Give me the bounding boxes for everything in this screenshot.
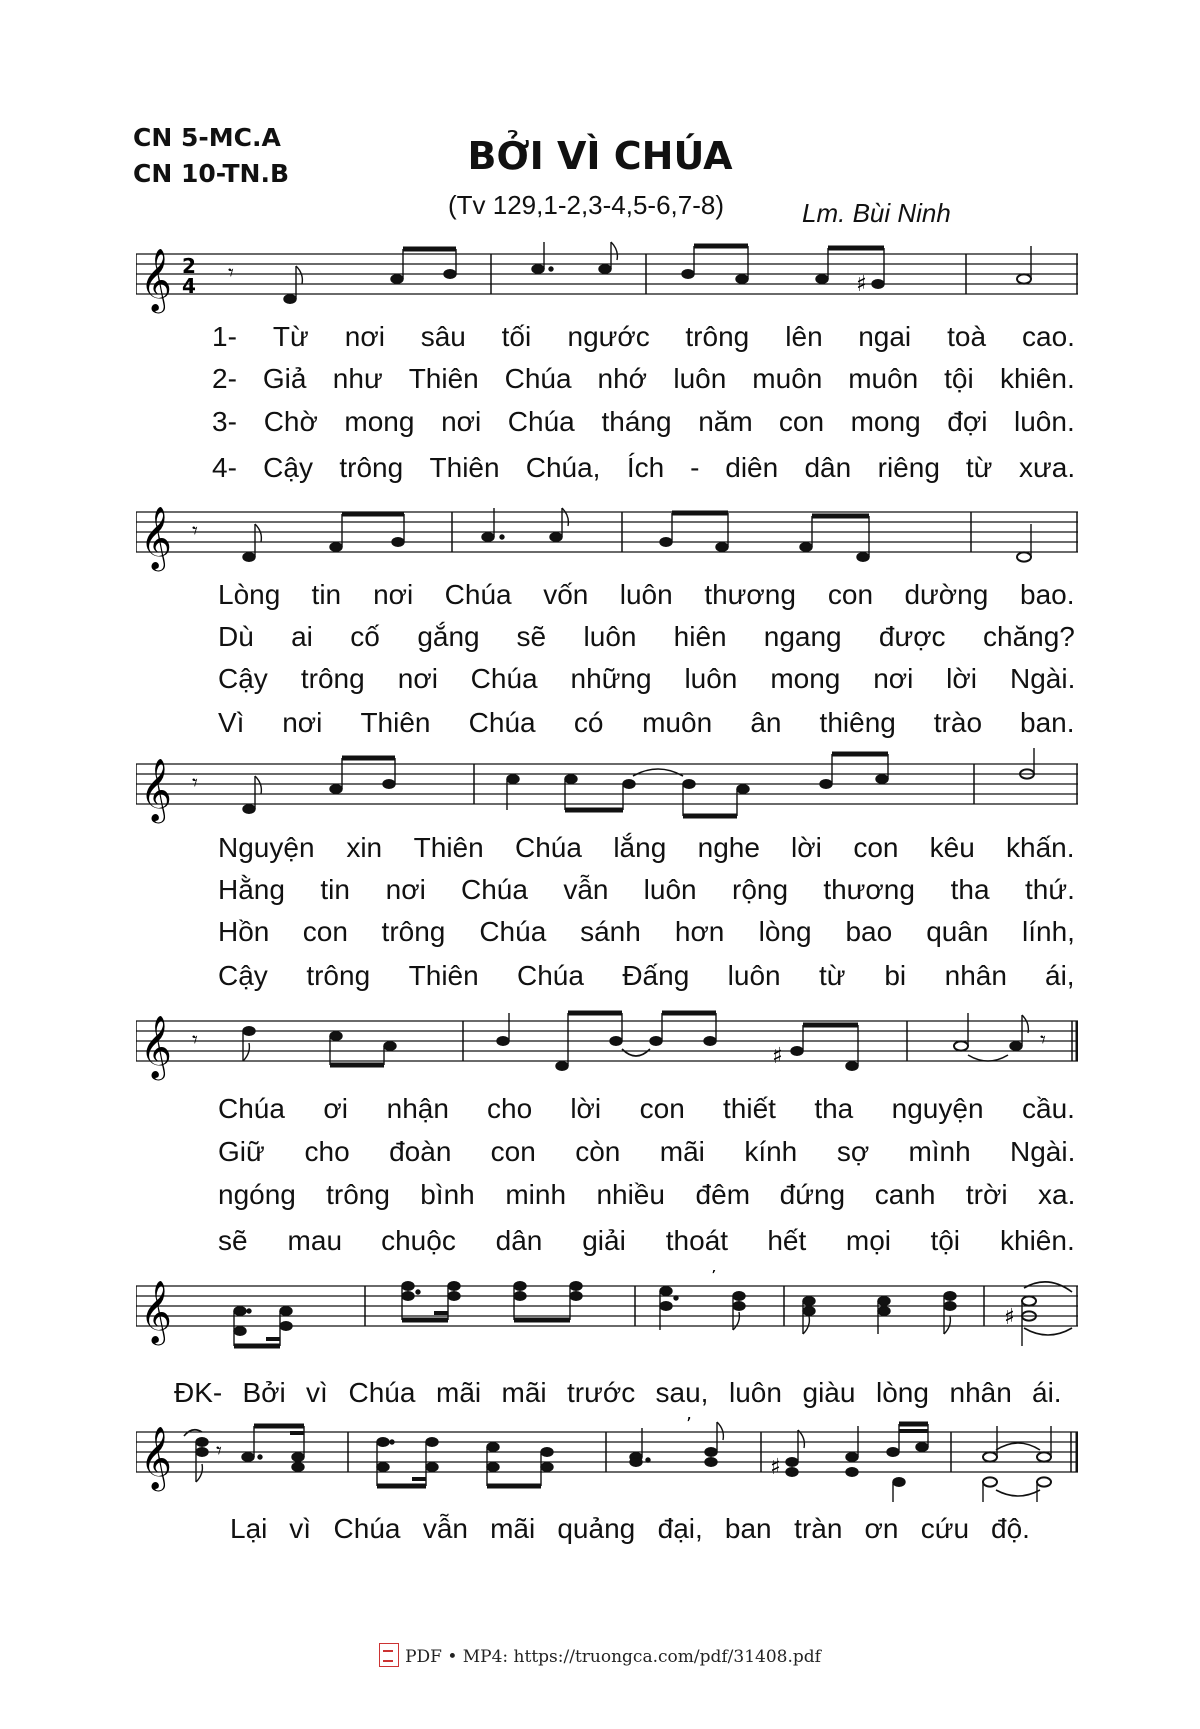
lyric-word: 3- — [212, 406, 237, 437]
lyric-word: Chúa — [461, 874, 528, 905]
lyric-word: quảng — [557, 1513, 636, 1544]
lyric-word: Chúa — [444, 579, 512, 610]
eighth-rest-icon: 𝄾 — [228, 261, 234, 286]
lyric-word: mãi — [501, 1377, 547, 1408]
lyric-word: lính, — [1022, 916, 1075, 947]
lyric-word: Thiên — [408, 363, 479, 394]
lyric-word: thương — [823, 874, 915, 905]
lyric-word: trông — [306, 960, 371, 991]
lyric-word: thiêng — [819, 707, 896, 738]
lyric-word: trông — [339, 452, 404, 483]
lyric-word: Ngài. — [1010, 663, 1076, 694]
lyric-word: Hằng — [218, 874, 285, 905]
lyric-word: tháng — [601, 406, 672, 437]
lyric-word: luôn — [684, 663, 738, 694]
lyric-word: hết — [767, 1225, 807, 1256]
lyric-word: cố — [350, 621, 380, 652]
breath-mark-icon: ’ — [711, 1270, 717, 1287]
lyric-word: lên — [785, 321, 823, 352]
lyric-word: thứ. — [1025, 874, 1075, 905]
breath-mark-icon: ’ — [686, 1416, 692, 1435]
lyric-word: tin — [311, 579, 342, 610]
lyric-word: Chúa, — [525, 452, 601, 483]
lyric-word: Thiên — [408, 960, 479, 991]
lyric-word: Cậy — [263, 452, 313, 483]
lyric-word: bi — [884, 960, 907, 991]
lyric-word: mong — [770, 663, 841, 694]
lyric-word: riêng — [877, 452, 940, 483]
verse-line — [0, 916, 1200, 950]
lyric-word: hiên — [673, 621, 727, 652]
lyric-word: ngước — [567, 321, 650, 352]
lyric-word: nghe — [697, 832, 760, 863]
lyric-word: bình — [420, 1179, 475, 1210]
eighth-rest-icon: 𝄾 — [1040, 1028, 1046, 1053]
verse-line — [0, 321, 1200, 355]
verse-line — [0, 1225, 1200, 1259]
lyric-word: nơi — [873, 663, 914, 694]
lyric-word: trông — [381, 916, 446, 947]
lyric-word: vì — [289, 1513, 312, 1544]
lyric-word: nhớ — [597, 363, 648, 394]
lyric-word: từ — [819, 960, 846, 991]
lyric-word: nơi — [397, 663, 438, 694]
lyric-word: giải — [582, 1225, 626, 1256]
lyric-word: còn — [575, 1136, 621, 1167]
lyric-word: ai — [291, 621, 313, 652]
treble-clef-icon: 𝄞 — [140, 758, 172, 821]
lyric-word: Lòng — [218, 579, 281, 610]
lyric-word: tối — [501, 321, 532, 352]
treble-clef-icon: 𝄞 — [140, 248, 172, 311]
lyric-word: luôn — [727, 960, 781, 991]
lyric-word: lắng — [613, 832, 667, 863]
lyric-word: rộng — [732, 874, 789, 905]
eighth-rest-icon: 𝄾 — [192, 519, 198, 544]
staff-system-6-refrain — [136, 1416, 1078, 1506]
verse-line — [0, 579, 1200, 613]
lyric-word: Giữ — [218, 1136, 265, 1167]
lyric-word: Cậy — [218, 960, 268, 991]
lyric-word: khiên. — [1000, 1225, 1075, 1256]
staff-system-3 — [136, 748, 1078, 828]
lyric-word: Chúa — [348, 1377, 416, 1408]
lyric-word: ban — [724, 1513, 772, 1544]
lyric-word: vẫn — [422, 1513, 468, 1544]
refrain-line-2 — [0, 1513, 1200, 1547]
lyric-word: Chúa — [507, 406, 575, 437]
lyric-word: muôn — [848, 363, 919, 394]
lyric-word: lời — [791, 832, 822, 863]
lyric-word: nơi — [344, 321, 385, 352]
lyric-word: ái, — [1045, 960, 1075, 991]
lyric-word: kính — [744, 1136, 798, 1167]
lyric-word: quân — [926, 916, 989, 947]
lyric-word: dân — [804, 452, 852, 483]
verse-block-2 — [0, 579, 1200, 749]
lyric-word: mọi — [845, 1225, 891, 1256]
lyric-word: tội — [930, 1225, 961, 1256]
lyric-word: nhân — [944, 960, 1007, 991]
lyric-word: ơi — [323, 1093, 348, 1124]
lyric-word: mình — [908, 1136, 971, 1167]
lyric-word: xưa. — [1019, 452, 1076, 483]
lyric-word: 2- — [212, 363, 237, 394]
lyric-word: trời — [965, 1179, 1008, 1210]
lyric-word: nguyện — [891, 1093, 984, 1124]
time-signature-top: 2 — [182, 254, 196, 278]
lyric-word: cao. — [1022, 321, 1075, 352]
staff-system-2 — [136, 496, 1078, 576]
lyric-word: lời — [946, 663, 977, 694]
lyric-word: từ — [965, 452, 993, 483]
lyric-word: luôn — [619, 579, 673, 610]
treble-clef-icon: 𝄞 — [140, 506, 172, 569]
lyric-word: - — [690, 452, 700, 483]
lyric-word: khấn. — [1006, 832, 1075, 863]
lyric-word: Thiên — [413, 832, 484, 863]
lyric-word: sâu — [420, 321, 466, 352]
lyric-word: nơi — [282, 707, 323, 738]
lyric-word: sánh — [580, 916, 641, 947]
lyric-word: đứng — [779, 1179, 846, 1210]
lyric-word: giàu — [802, 1377, 856, 1408]
verse-line — [0, 707, 1200, 741]
lyric-word: cho — [304, 1136, 350, 1167]
lyric-word: con — [778, 406, 825, 437]
lyric-word: kêu — [929, 832, 975, 863]
lyric-word: ái. — [1032, 1377, 1062, 1408]
lyric-word: Chúa — [470, 663, 538, 694]
lyric-word: cứu — [920, 1513, 970, 1544]
lyric-word: như — [332, 363, 383, 394]
lyric-word: thiết — [723, 1093, 776, 1124]
staff-lines — [136, 254, 1078, 294]
lyric-word: Thiên — [360, 707, 431, 738]
sharp-icon: ♯ — [772, 1044, 783, 1069]
lyric-word: sợ — [836, 1136, 870, 1167]
lyric-word: trông — [685, 321, 750, 352]
lyric-word: xa. — [1038, 1179, 1076, 1210]
eighth-rest-icon: 𝄾 — [192, 1028, 198, 1053]
lyric-word: được — [878, 621, 946, 652]
lyric-word: mong — [850, 406, 921, 437]
verse-line — [0, 960, 1200, 994]
lyric-word: mong — [344, 406, 415, 437]
lyric-word: dường — [904, 579, 989, 610]
lyric-word: Chúa — [479, 916, 547, 947]
treble-clef-icon: 𝄞 — [140, 1015, 172, 1078]
lyric-word: chăng? — [983, 621, 1075, 652]
lyric-word: đợi — [947, 406, 988, 437]
lyric-word: nhiều — [596, 1179, 665, 1210]
verse-line — [0, 874, 1200, 908]
eighth-rest-icon: 𝄾 — [216, 1439, 222, 1464]
lyric-word: Thiên — [429, 452, 500, 483]
lyric-word: trước — [567, 1377, 636, 1408]
lyric-word: 4- — [212, 452, 237, 483]
verse-block-3 — [0, 832, 1200, 1002]
treble-clef-icon: 𝄞 — [140, 1426, 172, 1489]
lyric-word: muôn — [642, 707, 713, 738]
lyric-word: muôn — [752, 363, 823, 394]
verse-line — [0, 1136, 1200, 1170]
lyric-word: con — [490, 1136, 536, 1167]
verse-line — [0, 663, 1200, 697]
lyric-word: vì — [306, 1377, 328, 1408]
verse-line — [0, 832, 1200, 866]
lyric-word: hơn — [674, 916, 725, 947]
lyric-word: trào — [933, 707, 983, 738]
lyric-word: Cậy — [218, 663, 268, 694]
lyric-word: ĐK- — [174, 1377, 223, 1408]
lyric-word: Đấng — [622, 960, 690, 991]
refrain-line-1 — [0, 1377, 1200, 1411]
lyric-word: sau, — [655, 1377, 709, 1408]
lyric-word: luôn. — [1014, 406, 1075, 437]
lyric-word: diên — [725, 452, 779, 483]
lyric-word: con — [302, 916, 348, 947]
lyric-word: đại, — [657, 1513, 703, 1544]
verse-line — [0, 1179, 1200, 1213]
lyric-word: chuộc — [381, 1225, 456, 1256]
lyric-word: Chúa — [517, 960, 584, 991]
lyric-word: mau — [287, 1225, 343, 1256]
lyric-word: Chờ — [263, 406, 318, 437]
lyric-word: canh — [874, 1179, 936, 1210]
lyric-word: lòng — [876, 1377, 929, 1408]
lyric-word: đoàn — [389, 1136, 452, 1167]
time-signature-bottom: 4 — [182, 274, 196, 298]
pdf-icon — [379, 1643, 399, 1667]
lyric-word: luôn — [643, 874, 697, 905]
lyric-word: Lại — [230, 1513, 268, 1544]
lyric-word: nơi — [373, 579, 414, 610]
lyric-word: ơn — [864, 1513, 899, 1544]
lyric-word: Hồn — [218, 916, 270, 947]
verse-block-4 — [0, 1093, 1200, 1263]
lyric-word: nơi — [441, 406, 482, 437]
lyric-word: ngai — [858, 321, 912, 352]
lyric-word: lòng — [758, 916, 812, 947]
lyric-word: nhân — [949, 1377, 1012, 1408]
lyric-word: con — [639, 1093, 685, 1124]
lyric-word: Chúa — [218, 1093, 285, 1124]
lyric-word: Chúa — [515, 832, 582, 863]
lyric-word: tội — [944, 363, 974, 394]
verse-line — [0, 406, 1200, 440]
lyric-word: vốn — [543, 579, 589, 610]
lyric-word: Giả — [262, 363, 307, 394]
lyric-word: Chúa — [333, 1513, 401, 1544]
lyric-word: thương — [704, 579, 796, 610]
lyric-word: gắng — [417, 621, 480, 652]
lyric-word: luôn — [673, 363, 727, 394]
lyric-word: Chúa — [504, 363, 572, 394]
lyric-word: bao. — [1020, 579, 1075, 610]
psalm-reference: (Tv 129,1-2,3-4,5-6,7-8) — [448, 190, 725, 220]
lyric-word: dân — [495, 1225, 543, 1256]
liturgical-code-1: CN 5-MC.A — [133, 123, 281, 152]
composer: Lm. Bùi Ninh — [802, 198, 951, 228]
lyric-word: nhận — [386, 1093, 449, 1124]
lyric-word: trông — [300, 663, 365, 694]
lyric-word: sẽ — [218, 1225, 248, 1256]
lyric-word: mãi — [490, 1513, 536, 1544]
staff-system-4 — [136, 1005, 1078, 1085]
verse-line — [0, 621, 1200, 655]
lyric-word: Ngài. — [1010, 1136, 1076, 1167]
verse-line — [0, 363, 1200, 397]
lyric-word: những — [570, 663, 652, 694]
lyric-word: độ. — [991, 1513, 1030, 1544]
liturgical-code-2: CN 10-TN.B — [133, 159, 289, 188]
lyric-word: ngóng — [218, 1179, 296, 1210]
lyric-word: tha — [814, 1093, 854, 1124]
lyric-word: ngang — [763, 621, 842, 652]
footer — [0, 1643, 1200, 1667]
lyric-word: tin — [320, 874, 350, 905]
lyric-word: có — [573, 707, 604, 738]
eighth-rest-icon: 𝄾 — [192, 771, 198, 796]
footer-link[interactable]: PDF • MP4: https://truongca.com/pdf/31408.pdf — [405, 1647, 821, 1667]
treble-clef-icon: 𝄞 — [140, 1280, 172, 1343]
lyric-word: Ích — [626, 452, 665, 483]
sharp-icon: ♯ — [770, 1455, 781, 1480]
lyric-word: mãi — [659, 1136, 705, 1167]
lyric-word: cầu. — [1022, 1093, 1075, 1124]
lyric-word: trông — [326, 1179, 390, 1210]
lyric-word: con — [827, 579, 874, 610]
lyric-word: luôn — [583, 621, 637, 652]
lyric-word: bao — [845, 916, 893, 947]
lyric-word: Dù — [218, 621, 254, 652]
lyric-word: Chúa — [468, 707, 536, 738]
lyric-word: Bởi — [242, 1377, 286, 1408]
lyric-word: xin — [346, 832, 383, 863]
verse-block-1 — [0, 321, 1200, 491]
lyric-word: cho — [487, 1093, 533, 1124]
lyric-word: 1- — [212, 321, 237, 352]
lyric-word: nơi — [385, 874, 426, 905]
sharp-icon: ♯ — [856, 272, 867, 297]
lyric-word: năm — [698, 406, 753, 437]
lyric-word: minh — [505, 1179, 567, 1210]
lyric-word: toà — [947, 321, 987, 352]
lyric-word: tràn — [794, 1513, 843, 1544]
lyric-word: sẽ — [516, 621, 547, 652]
lyric-word: ân — [750, 707, 782, 738]
lyric-word: mãi — [436, 1377, 482, 1408]
lyric-word: Từ — [272, 321, 309, 352]
lyric-word: đêm — [695, 1179, 751, 1210]
lyric-word: thoát — [665, 1225, 729, 1256]
lyric-word: luôn — [729, 1377, 782, 1408]
lyric-word: khiên. — [1000, 363, 1075, 394]
lyric-word: con — [853, 832, 899, 863]
verse-line — [0, 1093, 1200, 1127]
lyric-word: Nguyện — [218, 832, 315, 863]
lyric-word: ban. — [1020, 707, 1075, 738]
staff-system-1 — [136, 238, 1078, 318]
lyric-word: Vì — [218, 707, 245, 738]
song-title: BỞI VÌ CHÚA — [467, 134, 733, 178]
lyric-word: tha — [950, 874, 990, 905]
verse-line — [0, 452, 1200, 486]
sharp-icon: ♯ — [1004, 1305, 1015, 1330]
staff-system-5-refrain — [136, 1270, 1078, 1360]
lyric-word: vẫn — [563, 874, 609, 905]
lyric-word: lời — [570, 1093, 602, 1124]
